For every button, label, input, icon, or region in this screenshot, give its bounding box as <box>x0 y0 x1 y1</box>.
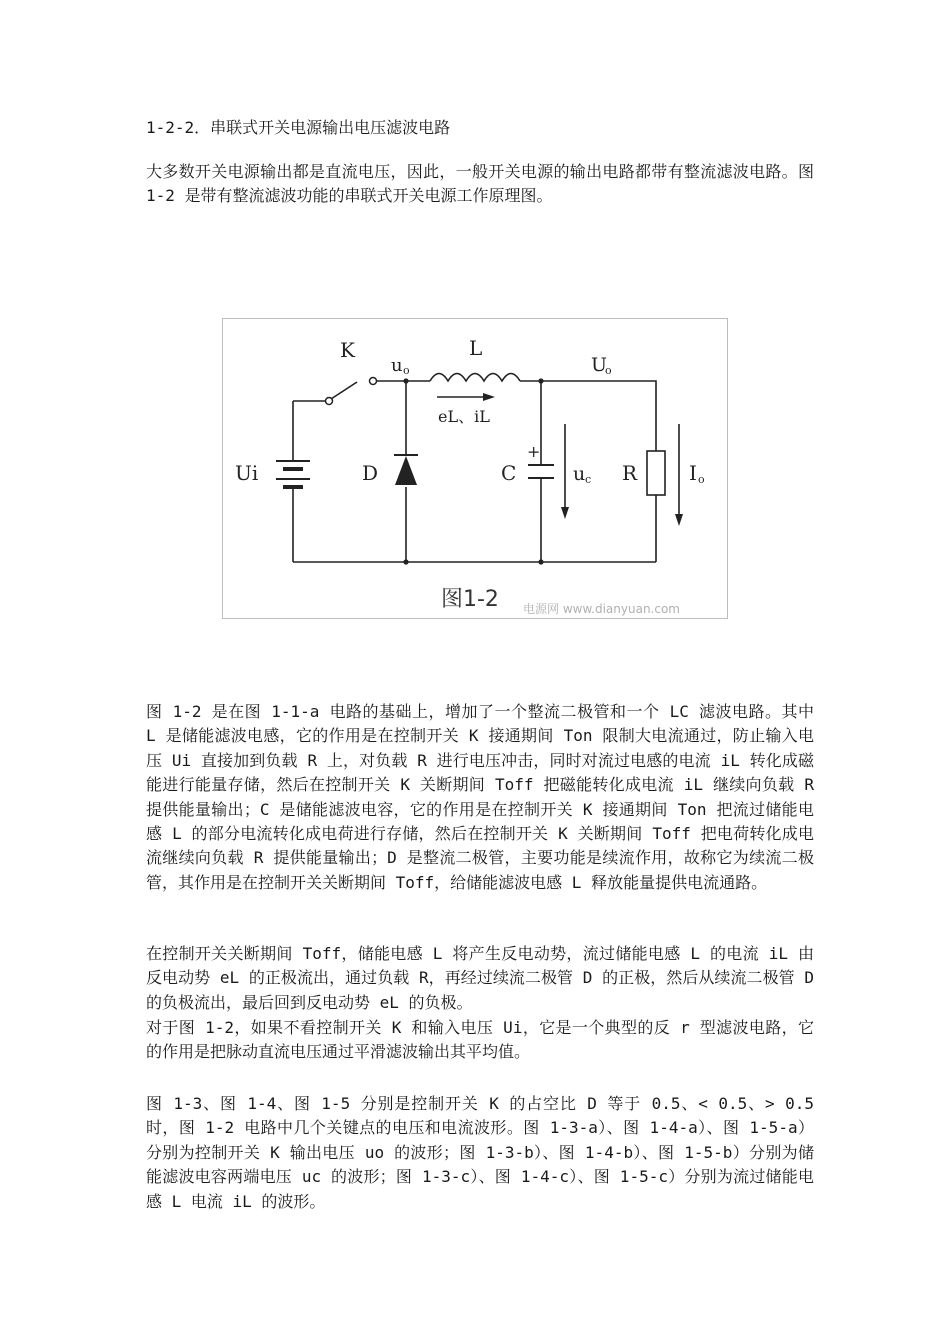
label-capacitor-c: C <box>501 461 517 485</box>
label-Io-sub: o <box>698 473 705 486</box>
label-resistor-r: R <box>622 461 638 485</box>
circuit-figure <box>222 318 728 619</box>
battery-symbol <box>276 461 310 495</box>
label-current: eL、iL <box>438 407 490 426</box>
io-arrowhead <box>675 514 683 526</box>
uc-arrowhead <box>561 507 569 519</box>
watermark-text: 电源网 www.dianyuan.com <box>523 602 680 616</box>
diode-triangle <box>395 456 417 485</box>
label-uo-sub: o <box>403 364 410 377</box>
label-Uo-sub: o <box>605 364 612 377</box>
label-switch-k: K <box>340 338 355 362</box>
switch-terminal-left <box>326 398 333 405</box>
circuit-diagram <box>223 319 729 620</box>
figure-caption: 图1-2 <box>441 587 499 612</box>
paragraph-waveforms: 图 1-3、图 1-4、图 1-5 分别是控制开关 K 的占空比 D 等于 0.5、< 0.5、> 0.5 时，图 1-2 电路中几个关键点的电压和电流波形。图 1-3-a）、图 1-4-a）、图 1-5-a）分别为控制开关 K 输出电压 uo 的波形；图 1-3-b）、图 1-4-b）、图 1-5-b）分别为储能滤波电容两端电压 uc 的波形；图 1-3-c）、图 1-4-c）、图 1-5-c）分别为流过储能电感 L 电流 iL 的波形。 <box>146 1094 814 1211</box>
label-uc: u <box>573 463 586 485</box>
current-arrowhead <box>483 393 495 401</box>
inductor-coil <box>430 374 520 382</box>
paragraph-filter: 对于图 1-2，如果不看控制开关 K 和输入电压 Ui，它是一个典型的反 r 型滤波电路，它的作用是把脉动直流电压通过平滑滤波输出其平均值。 <box>146 1018 814 1062</box>
label-uo: u <box>391 355 403 376</box>
label-uc-sub: c <box>585 473 592 486</box>
label-plus: + <box>527 442 541 461</box>
label-diode-d: D <box>362 461 379 485</box>
junction-dot <box>538 559 543 564</box>
paragraph-toff: 在控制开关关断期间 Toff，储能电感 L 将产生反电动势，流过储能电感 L 的电流 iL 由反电动势 eL 的正极流出，通过负载 R，再经过续流二极管 D 的正极，然后从续流二极管 D 的负极流出，最后回到反电动势 eL 的负极。 <box>146 944 814 1012</box>
switch-blade <box>331 382 357 399</box>
junction-dot <box>403 378 408 383</box>
label-Io: I <box>689 461 697 485</box>
label-Uo: U <box>591 354 608 376</box>
junction-dot <box>538 378 543 383</box>
switch-terminal-right <box>370 378 377 385</box>
junction-dot <box>403 559 408 564</box>
label-inductor-l: L <box>469 336 483 360</box>
section-heading: 1-2-2．串联式开关电源输出电压滤波电路 <box>146 118 451 137</box>
resistor-body <box>647 451 665 495</box>
paragraph-components: 图 1-2 是在图 1-1-a 电路的基础上，增加了一个整流二极管和一个 LC 滤波电路。其中 L 是储能滤波电感，它的作用是在控制开关 K 接通期间 Ton 限制大电流通过，防止输入电压 Ui 直接加到负载 R 上，对负载 R 进行电压冲击，同时对流过电感的电流 iL 转化成磁能进行能量存储，然后在控制开关 K 关断期间 Toff 把磁能转化成电流 iL 继续向负载 R 提供能量输出；C 是储能滤波电容，它的作用是在控制开关 K 接通期间 Ton 把流过储能电感 L 的部分电流转化成电荷进行存储，然后在控制开关 K 关断期间 Toff 把电荷转化成电流继续向负载 R 提供能量输出；D 是整流二极管，主要功能是续流作用，故称它为续流二极管，其作用是在控制开关关断期间 Toff，给储能滤波电感 L 释放能量提供电流通路。 <box>146 702 814 892</box>
paragraph-intro: 大多数开关电源输出都是直流电压，因此，一般开关电源的输出电路都带有整流滤波电路。图 1-2 是带有整流滤波功能的串联式开关电源工作原理图。 <box>146 162 814 206</box>
label-source-ui: Ui <box>235 461 259 485</box>
